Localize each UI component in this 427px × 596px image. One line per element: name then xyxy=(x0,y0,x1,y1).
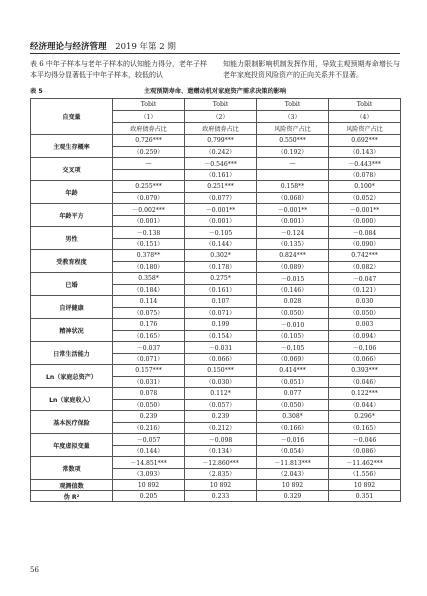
coefficient-cell: 0.255*** xyxy=(113,181,185,193)
body-paragraph-right: 知能力限制影响机制发挥作用，导致主观预期寿命增长与老年家庭投资风险资产的正向关系并不显著。 xyxy=(223,60,400,79)
stat-value-cell: 0.351 xyxy=(329,491,401,502)
variable-label: 男性 xyxy=(31,227,113,250)
coefficient-cell: 0.157*** xyxy=(113,365,185,377)
coefficient-cell: －11.813*** xyxy=(257,457,329,469)
std-error-cell: （0.051） xyxy=(257,376,329,388)
std-error-cell: （0.075） xyxy=(113,307,185,319)
std-error-cell: （0.050） xyxy=(257,399,329,411)
std-error-cell: （0.105） xyxy=(257,330,329,342)
coefficient-cell: －12.860*** xyxy=(185,457,257,469)
std-error-cell: （2.043） xyxy=(257,468,329,480)
std-error-cell: （0.050） xyxy=(257,307,329,319)
coefficient-cell: 0.692*** xyxy=(329,135,401,147)
std-error-cell: （0.001） xyxy=(185,215,257,227)
column-number-cell: （4） xyxy=(329,111,401,123)
std-error-cell: （0.000） xyxy=(329,215,401,227)
coefficient-cell: 0.100* xyxy=(329,181,401,193)
coefficient-cell: －0.047 xyxy=(329,273,401,285)
coefficient-cell: 0.239 xyxy=(185,411,257,423)
coefficient-cell: 0.824*** xyxy=(257,250,329,262)
std-error-cell: （0.144） xyxy=(185,238,257,250)
table-row xyxy=(31,181,401,193)
variable-label: 精神状况 xyxy=(31,319,113,342)
table-row xyxy=(31,227,401,239)
coefficient-cell: 0.302* xyxy=(185,250,257,262)
variable-label: 主观生存概率 xyxy=(31,135,113,158)
std-error-cell xyxy=(257,169,329,181)
header-rule xyxy=(30,53,400,54)
std-error-cell: （0.161） xyxy=(185,284,257,296)
std-error-cell: （0.030） xyxy=(185,376,257,388)
variable-label: 常数项 xyxy=(31,457,113,480)
coefficient-cell: －0.084 xyxy=(329,227,401,239)
std-error-cell: （0.001） xyxy=(257,215,329,227)
coefficient-cell: 0.003 xyxy=(329,319,401,331)
stat-value-cell: 0.205 xyxy=(113,491,185,502)
table-row xyxy=(31,273,401,285)
table-row xyxy=(31,388,401,400)
std-error-cell: （0.216） xyxy=(113,422,185,434)
std-error-cell: （0.090） xyxy=(329,238,401,250)
std-error-cell: （0.044） xyxy=(329,399,401,411)
table-number: 表 5 xyxy=(30,88,43,95)
coefficient-cell: 0.077 xyxy=(257,388,329,400)
coefficient-cell: －0.443*** xyxy=(329,158,401,170)
std-error-cell: （0.161） xyxy=(185,169,257,181)
stat-label: 伪 R² xyxy=(31,491,113,502)
running-header xyxy=(30,40,400,52)
std-error-cell: （0.178） xyxy=(185,261,257,273)
std-error-cell: （0.192） xyxy=(257,146,329,158)
coefficient-cell: －0.031 xyxy=(185,342,257,354)
std-error-cell: （0.143） xyxy=(329,146,401,158)
table-row xyxy=(31,135,401,147)
table-row xyxy=(31,319,401,331)
std-error-cell: （0.031） xyxy=(113,376,185,388)
variable-label: 年龄 xyxy=(31,181,113,204)
table-row xyxy=(31,158,401,170)
std-error-cell: （0.054） xyxy=(257,445,329,457)
variable-label: 自评健康 xyxy=(31,296,113,319)
issue-label: 2019 年第 2 期 xyxy=(115,42,176,52)
coefficient-cell: 0.378** xyxy=(113,250,185,262)
std-error-cell xyxy=(113,169,185,181)
coefficient-cell: 0.078 xyxy=(113,388,185,400)
std-error-cell: （2.835） xyxy=(185,468,257,480)
std-error-cell: （0.144） xyxy=(113,445,185,457)
coefficient-cell: 0.414*** xyxy=(257,365,329,377)
std-error-cell: （0.166） xyxy=(257,422,329,434)
column-number-cell: （1） xyxy=(113,111,185,123)
corner-label: 自变量 xyxy=(31,99,113,135)
std-error-cell: （0.068） xyxy=(257,192,329,204)
std-error-cell: （0.069） xyxy=(257,353,329,365)
variable-label: 基本医疗保险 xyxy=(31,411,113,434)
std-error-cell: （0.184） xyxy=(113,284,185,296)
std-error-cell: （0.066） xyxy=(185,353,257,365)
coefficient-cell: －0.546*** xyxy=(185,158,257,170)
stat-row xyxy=(31,491,401,502)
std-error-cell: （0.071） xyxy=(185,307,257,319)
coefficient-cell: 0.393*** xyxy=(329,365,401,377)
std-error-cell: （0.071） xyxy=(113,353,185,365)
std-error-cell: （0.212） xyxy=(185,422,257,434)
journal-title: 经济理论与经济管理 xyxy=(30,42,107,52)
coefficient-cell: 0.150*** xyxy=(185,365,257,377)
coefficient-cell: －0.098 xyxy=(185,434,257,446)
table-row xyxy=(31,342,401,354)
std-error-cell: （1.556） xyxy=(329,468,401,480)
stat-value-cell: 10 892 xyxy=(257,480,329,491)
coefficient-cell: －0.001** xyxy=(185,204,257,216)
std-error-cell: （0.259） xyxy=(113,146,185,158)
coefficient-cell: 0.114 xyxy=(113,296,185,308)
std-error-cell: （0.134） xyxy=(185,445,257,457)
body-paragraph-left: 表 6 中年子样本与老年子样本的认知能力得分，老年子样本平均得分显著低于中年子样本，较低的认 xyxy=(30,60,207,79)
coefficient-cell: 0.107 xyxy=(185,296,257,308)
std-error-cell: （0.082） xyxy=(329,261,401,273)
coefficient-cell: 0.158** xyxy=(257,181,329,193)
coefficient-cell: 0.550*** xyxy=(257,135,329,147)
method-cell: Tobit xyxy=(113,99,185,111)
page-number: 56 xyxy=(30,566,39,574)
regression-table xyxy=(30,98,401,502)
table-title: 主观预期寿命、遗赠动机对家庭资产需求决策的影响 xyxy=(143,88,287,95)
std-error-cell: （0.050） xyxy=(113,399,185,411)
table-row xyxy=(31,411,401,423)
variable-label: 年龄平方 xyxy=(31,204,113,227)
std-error-cell: （0.086） xyxy=(329,445,401,457)
variable-label: 日常生活能力 xyxy=(31,342,113,365)
dependent-cell: 风险资产占比 xyxy=(257,123,329,135)
std-error-cell: （0.180） xyxy=(113,261,185,273)
coefficient-cell: －0.057 xyxy=(113,434,185,446)
std-error-cell: （0.050） xyxy=(329,307,401,319)
stat-value-cell: 10 892 xyxy=(329,480,401,491)
std-error-cell: （0.165） xyxy=(113,330,185,342)
table-row xyxy=(31,296,401,308)
dependent-cell: 风险资产占比 xyxy=(329,123,401,135)
coefficient-cell: 0.742*** xyxy=(329,250,401,262)
coefficient-cell: －0.002*** xyxy=(113,204,185,216)
std-error-cell: （0.154） xyxy=(185,330,257,342)
coefficient-cell: －0.046 xyxy=(329,434,401,446)
column-number-cell: （3） xyxy=(257,111,329,123)
coefficient-cell: 0.028 xyxy=(257,296,329,308)
method-cell: Tobit xyxy=(329,99,401,111)
coefficient-cell: －0.105 xyxy=(257,342,329,354)
variable-label: Ln（家庭总资产） xyxy=(31,365,113,388)
coefficient-cell: －0.016 xyxy=(257,434,329,446)
std-error-cell: （0.052） xyxy=(329,192,401,204)
coefficient-cell: －0.105 xyxy=(185,227,257,239)
std-error-cell: （0.077） xyxy=(185,192,257,204)
coefficient-cell: 0.176 xyxy=(113,319,185,331)
std-error-cell: （0.089） xyxy=(257,261,329,273)
coefficient-cell: 0.030 xyxy=(329,296,401,308)
std-error-cell: （0.135） xyxy=(257,238,329,250)
coefficient-cell: －0.106 xyxy=(329,342,401,354)
method-cell: Tobit xyxy=(185,99,257,111)
coefficient-cell: 0.726*** xyxy=(113,135,185,147)
std-error-cell: （0.001） xyxy=(113,215,185,227)
coefficient-cell: －0.001** xyxy=(257,204,329,216)
variable-label: 已婚 xyxy=(31,273,113,296)
coefficient-cell: －0.001** xyxy=(329,204,401,216)
coefficient-cell: 0.122*** xyxy=(329,388,401,400)
dependent-cell: 政府债券占比 xyxy=(185,123,257,135)
dependent-cell: 政府债券占比 xyxy=(113,123,185,135)
stat-value-cell: 10 892 xyxy=(185,480,257,491)
coefficient-cell: 0.112* xyxy=(185,388,257,400)
coefficient-cell: －11.462*** xyxy=(329,457,401,469)
table-row xyxy=(31,434,401,446)
std-error-cell: （3.093） xyxy=(113,468,185,480)
variable-label: 受教育程度 xyxy=(31,250,113,273)
stat-value-cell: 10 892 xyxy=(113,480,185,491)
coefficient-cell: －14.851*** xyxy=(113,457,185,469)
coefficient-cell: －0.010 xyxy=(257,319,329,331)
std-error-cell: （0.146） xyxy=(257,284,329,296)
coefficient-cell: — xyxy=(257,158,329,170)
table-row xyxy=(31,365,401,377)
coefficient-cell: 0.308* xyxy=(257,411,329,423)
stat-label: 观测值数 xyxy=(31,480,113,491)
std-error-cell: （0.057） xyxy=(185,399,257,411)
table-row xyxy=(31,204,401,216)
method-cell: Tobit xyxy=(257,99,329,111)
variable-label: 年度虚拟变量 xyxy=(31,434,113,457)
coefficient-cell: 0.275* xyxy=(185,273,257,285)
coefficient-cell: －0.124 xyxy=(257,227,329,239)
coefficient-cell: －0.015 xyxy=(257,273,329,285)
method-row xyxy=(31,99,401,111)
coefficient-cell: 0.251*** xyxy=(185,181,257,193)
coefficient-cell: 0.199 xyxy=(185,319,257,331)
table-row xyxy=(31,457,401,469)
coefficient-cell: 0.296* xyxy=(329,411,401,423)
coefficient-cell: 0.358* xyxy=(113,273,185,285)
stat-value-cell: 0.329 xyxy=(257,491,329,502)
variable-label: Ln（家庭收入） xyxy=(31,388,113,411)
coefficient-cell: — xyxy=(113,158,185,170)
std-error-cell: （0.078） xyxy=(329,169,401,181)
std-error-cell: （0.165） xyxy=(329,422,401,434)
coefficient-cell: 0.799*** xyxy=(185,135,257,147)
std-error-cell: （0.242） xyxy=(185,146,257,158)
std-error-cell: （0.094） xyxy=(329,330,401,342)
std-error-cell: （0.151） xyxy=(113,238,185,250)
std-error-cell: （0.121） xyxy=(329,284,401,296)
coefficient-cell: －0.037 xyxy=(113,342,185,354)
std-error-cell: （0.046） xyxy=(329,376,401,388)
coefficient-cell: －0.138 xyxy=(113,227,185,239)
table-row xyxy=(31,250,401,262)
stat-row xyxy=(31,480,401,491)
std-error-cell: （0.079） xyxy=(113,192,185,204)
variable-label: 交叉项 xyxy=(31,158,113,181)
stat-value-cell: 0.233 xyxy=(185,491,257,502)
coefficient-cell: 0.239 xyxy=(113,411,185,423)
std-error-cell: （0.066） xyxy=(329,353,401,365)
column-number-cell: （2） xyxy=(185,111,257,123)
